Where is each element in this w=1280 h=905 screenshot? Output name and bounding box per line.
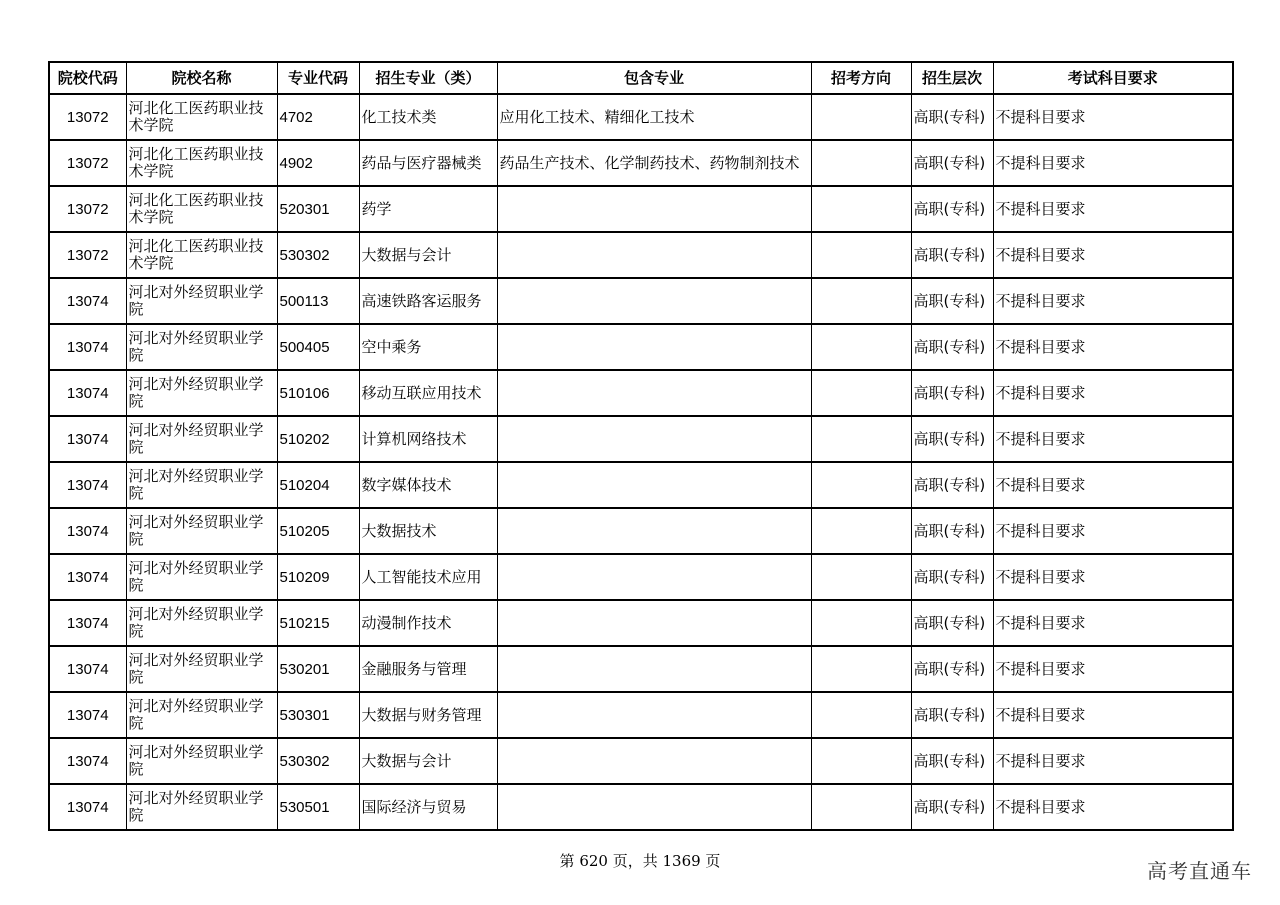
cell-direction (811, 324, 911, 370)
cell-major-code: 520301 (277, 186, 359, 232)
cell-major: 药品与医疗器械类 (359, 140, 497, 186)
cell-includes (497, 508, 811, 554)
cell-includes (497, 370, 811, 416)
cell-direction (811, 738, 911, 784)
cell-school-code: 13074 (49, 692, 126, 738)
cell-major-code: 510205 (277, 508, 359, 554)
cell-school-name: 河北对外经贸职业学院 (126, 738, 277, 784)
cell-school-name: 河北对外经贸职业学院 (126, 462, 277, 508)
cell-level: 高职(专科) (911, 600, 993, 646)
header-includes: 包含专业 (497, 62, 811, 94)
header-school-code: 院校代码 (49, 62, 126, 94)
cell-requirement: 不提科目要求 (993, 232, 1233, 278)
cell-major: 动漫制作技术 (359, 600, 497, 646)
cell-school-code: 13074 (49, 554, 126, 600)
table-row (49, 232, 1233, 278)
cell-school-code: 13072 (49, 186, 126, 232)
cell-major: 化工技术类 (359, 94, 497, 140)
cell-school-code: 13074 (49, 784, 126, 830)
cell-school-name: 河北化工医药职业技术学院 (126, 186, 277, 232)
cell-direction (811, 784, 911, 830)
cell-requirement: 不提科目要求 (993, 462, 1233, 508)
cell-major-code: 530501 (277, 784, 359, 830)
cell-requirement: 不提科目要求 (993, 600, 1233, 646)
cell-school-name: 河北对外经贸职业学院 (126, 600, 277, 646)
cell-requirement: 不提科目要求 (993, 646, 1233, 692)
cell-level: 高职(专科) (911, 692, 993, 738)
admission-table (48, 61, 1234, 831)
cell-major: 大数据与财务管理 (359, 692, 497, 738)
table-row (49, 600, 1233, 646)
cell-requirement: 不提科目要求 (993, 370, 1233, 416)
cell-major-code: 4902 (277, 140, 359, 186)
cell-direction (811, 94, 911, 140)
cell-school-code: 13072 (49, 140, 126, 186)
cell-school-name: 河北对外经贸职业学院 (126, 508, 277, 554)
cell-school-name: 河北化工医药职业技术学院 (126, 94, 277, 140)
cell-school-name: 河北对外经贸职业学院 (126, 554, 277, 600)
cell-direction (811, 186, 911, 232)
cell-direction (811, 462, 911, 508)
cell-school-code: 13072 (49, 94, 126, 140)
cell-school-code: 13074 (49, 324, 126, 370)
admission-table-sheet (48, 61, 1234, 831)
cell-level: 高职(专科) (911, 462, 993, 508)
table-row (49, 462, 1233, 508)
cell-school-name: 河北对外经贸职业学院 (126, 784, 277, 830)
cell-major-code: 500405 (277, 324, 359, 370)
table-row (49, 324, 1233, 370)
cell-major-code: 530201 (277, 646, 359, 692)
cell-requirement: 不提科目要求 (993, 692, 1233, 738)
header-major-code: 专业代码 (277, 62, 359, 94)
cell-major: 高速铁路客运服务 (359, 278, 497, 324)
cell-includes (497, 186, 811, 232)
cell-major: 空中乘务 (359, 324, 497, 370)
cell-major-code: 510209 (277, 554, 359, 600)
table-row (49, 784, 1233, 830)
cell-major: 大数据与会计 (359, 738, 497, 784)
cell-direction (811, 646, 911, 692)
cell-includes: 应用化工技术、精细化工技术 (497, 94, 811, 140)
cell-requirement: 不提科目要求 (993, 738, 1233, 784)
cell-requirement: 不提科目要求 (993, 554, 1233, 600)
cell-school-code: 13074 (49, 600, 126, 646)
cell-school-name: 河北对外经贸职业学院 (126, 278, 277, 324)
cell-major-code: 530302 (277, 232, 359, 278)
cell-direction (811, 416, 911, 462)
cell-level: 高职(专科) (911, 186, 993, 232)
cell-includes (497, 692, 811, 738)
cell-school-name: 河北化工医药职业技术学院 (126, 232, 277, 278)
cell-major: 移动互联应用技术 (359, 370, 497, 416)
cell-school-code: 13074 (49, 462, 126, 508)
table-row (49, 186, 1233, 232)
cell-direction (811, 370, 911, 416)
cell-direction (811, 278, 911, 324)
page-footer: 第 620 页，共 1369 页 (559, 852, 721, 870)
cell-major: 大数据技术 (359, 508, 497, 554)
cell-school-name: 河北对外经贸职业学院 (126, 324, 277, 370)
cell-level: 高职(专科) (911, 324, 993, 370)
header-level: 招生层次 (911, 62, 993, 94)
cell-level: 高职(专科) (911, 646, 993, 692)
cell-school-code: 13072 (49, 232, 126, 278)
cell-direction (811, 232, 911, 278)
cell-level: 高职(专科) (911, 140, 993, 186)
cell-includes (497, 278, 811, 324)
cell-includes (497, 462, 811, 508)
cell-level: 高职(专科) (911, 370, 993, 416)
cell-major: 人工智能技术应用 (359, 554, 497, 600)
watermark-text: 高考直通车 (1147, 859, 1252, 883)
cell-school-code: 13074 (49, 738, 126, 784)
cell-major: 计算机网络技术 (359, 416, 497, 462)
cell-major-code: 530301 (277, 692, 359, 738)
cell-school-code: 13074 (49, 646, 126, 692)
cell-major: 数字媒体技术 (359, 462, 497, 508)
cell-major-code: 4702 (277, 94, 359, 140)
table-body (49, 94, 1233, 830)
table-row (49, 646, 1233, 692)
cell-includes (497, 232, 811, 278)
cell-direction (811, 140, 911, 186)
cell-includes (497, 738, 811, 784)
table-row (49, 370, 1233, 416)
cell-school-code: 13074 (49, 278, 126, 324)
cell-includes (497, 554, 811, 600)
cell-includes (497, 600, 811, 646)
cell-school-name: 河北对外经贸职业学院 (126, 692, 277, 738)
table-row (49, 692, 1233, 738)
cell-level: 高职(专科) (911, 738, 993, 784)
cell-major-code: 500113 (277, 278, 359, 324)
table-row (49, 416, 1233, 462)
table-header-row (49, 62, 1233, 94)
cell-school-name: 河北对外经贸职业学院 (126, 370, 277, 416)
cell-major: 国际经济与贸易 (359, 784, 497, 830)
header-direction: 招考方向 (811, 62, 911, 94)
cell-major: 药学 (359, 186, 497, 232)
table-row (49, 554, 1233, 600)
cell-major-code: 510106 (277, 370, 359, 416)
cell-requirement: 不提科目要求 (993, 416, 1233, 462)
cell-requirement: 不提科目要求 (993, 508, 1233, 554)
cell-includes (497, 784, 811, 830)
cell-school-code: 13074 (49, 508, 126, 554)
cell-requirement: 不提科目要求 (993, 94, 1233, 140)
cell-level: 高职(专科) (911, 278, 993, 324)
cell-level: 高职(专科) (911, 94, 993, 140)
cell-major-code: 510202 (277, 416, 359, 462)
header-major: 招生专业（类） (359, 62, 497, 94)
cell-direction (811, 692, 911, 738)
table-row (49, 94, 1233, 140)
cell-direction (811, 508, 911, 554)
cell-school-code: 13074 (49, 416, 126, 462)
cell-level: 高职(专科) (911, 784, 993, 830)
cell-major-code: 510204 (277, 462, 359, 508)
cell-requirement: 不提科目要求 (993, 784, 1233, 830)
cell-major-code: 510215 (277, 600, 359, 646)
cell-school-name: 河北化工医药职业技术学院 (126, 140, 277, 186)
cell-school-name: 河北对外经贸职业学院 (126, 646, 277, 692)
cell-requirement: 不提科目要求 (993, 278, 1233, 324)
cell-level: 高职(专科) (911, 554, 993, 600)
cell-includes (497, 324, 811, 370)
cell-requirement: 不提科目要求 (993, 140, 1233, 186)
table-row (49, 508, 1233, 554)
cell-level: 高职(专科) (911, 508, 993, 554)
cell-direction (811, 600, 911, 646)
cell-school-name: 河北对外经贸职业学院 (126, 416, 277, 462)
cell-requirement: 不提科目要求 (993, 186, 1233, 232)
cell-major: 大数据与会计 (359, 232, 497, 278)
cell-direction (811, 554, 911, 600)
cell-level: 高职(专科) (911, 416, 993, 462)
table-row (49, 140, 1233, 186)
header-school-name: 院校名称 (126, 62, 277, 94)
table-row (49, 278, 1233, 324)
cell-school-code: 13074 (49, 370, 126, 416)
cell-major: 金融服务与管理 (359, 646, 497, 692)
cell-includes (497, 416, 811, 462)
cell-includes: 药品生产技术、化学制药技术、药物制剂技术 (497, 140, 811, 186)
header-requirement: 考试科目要求 (993, 62, 1233, 94)
cell-includes (497, 646, 811, 692)
cell-requirement: 不提科目要求 (993, 324, 1233, 370)
cell-level: 高职(专科) (911, 232, 993, 278)
table-row (49, 738, 1233, 784)
cell-major-code: 530302 (277, 738, 359, 784)
